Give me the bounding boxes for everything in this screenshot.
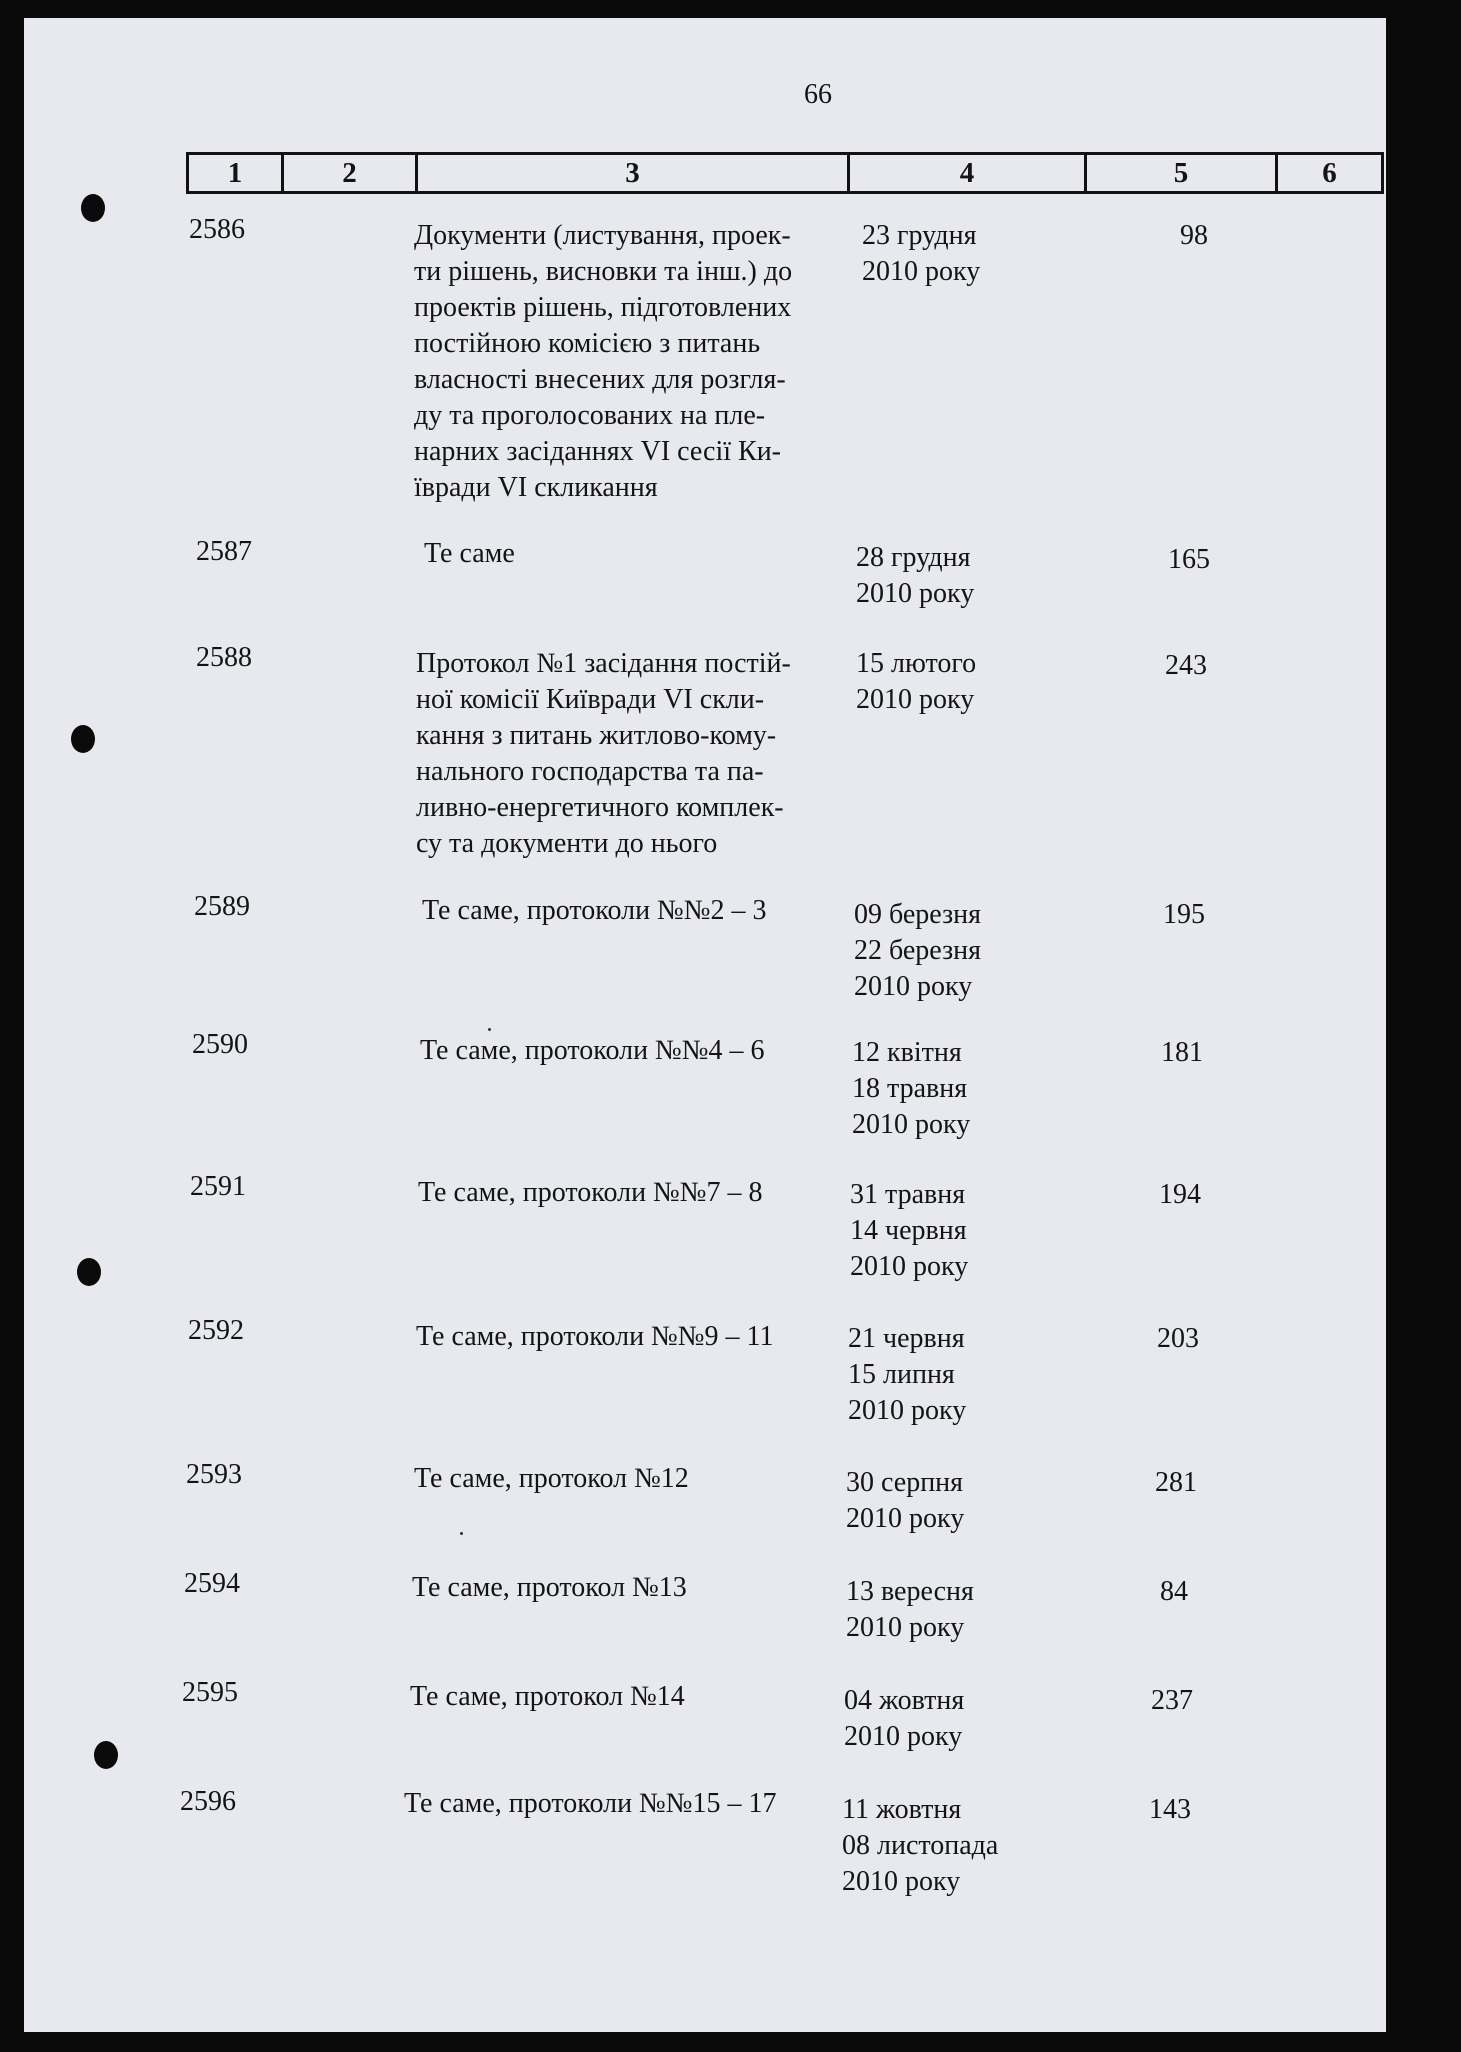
record-dates: 11 жовтня 08 листопада 2010 року	[842, 1794, 999, 1897]
record-number: 2595	[182, 1677, 238, 1708]
document-page	[24, 18, 1386, 2032]
record-dates: 28 грудня 2010 року	[856, 542, 975, 609]
record-sheet-count: 243	[1165, 650, 1207, 681]
record-sheet-count: 84	[1160, 1576, 1188, 1607]
record-title: Документи (листування, проек- ти рішень, висновки та інш.) до проектів рішень, підготовлених постійною комісією з питань власності внесених для розгля- ду та проголосованих на пле- нарних засіданнях VI сесії Ки- ївради VI скликання	[414, 220, 793, 503]
record-sheet-count: 181	[1161, 1037, 1203, 1068]
record-number: 2593	[186, 1459, 242, 1490]
record-title: Те саме, протокол №14	[410, 1681, 685, 1712]
record-number: 2586	[189, 214, 245, 245]
record-sheet-count: 194	[1159, 1179, 1201, 1210]
record-title: Те саме, протоколи №№7 – 8	[418, 1177, 763, 1208]
scan-speck	[460, 1532, 463, 1535]
record-title: Те саме	[424, 538, 515, 569]
record-dates: 31 травня 14 червня 2010 року	[850, 1179, 969, 1282]
table-header	[186, 152, 1384, 194]
record-title: Протокол №1 засідання постій- ної комісії Київради VI скли- кання з питань житлово-кому- нального господарства та па- ливно-енергетичного комплек- су та документи до нього	[416, 648, 791, 859]
record-title: Те саме, протокол №12	[414, 1463, 689, 1494]
record-sheet-count: 203	[1157, 1323, 1199, 1354]
column-header: 2	[284, 155, 418, 191]
record-dates: 04 жовтня 2010 року	[844, 1685, 965, 1752]
record-sheet-count: 281	[1155, 1467, 1197, 1498]
page-number: 66	[804, 79, 832, 110]
record-number: 2590	[192, 1029, 248, 1060]
record-sheet-count: 237	[1151, 1685, 1193, 1716]
column-header: 1	[189, 155, 284, 191]
record-dates: 13 вересня 2010 року	[846, 1576, 974, 1643]
record-number: 2589	[194, 891, 250, 922]
record-number: 2594	[184, 1568, 240, 1599]
record-sheet-count: 143	[1149, 1794, 1191, 1825]
column-header: 5	[1087, 155, 1278, 191]
record-dates: 15 лютого 2010 року	[856, 648, 977, 715]
record-number: 2592	[188, 1315, 244, 1346]
column-header: 6	[1322, 157, 1337, 189]
punch-hole	[94, 1741, 118, 1769]
column-header: 4	[850, 155, 1087, 191]
punch-hole	[71, 725, 95, 753]
record-sheet-count: 165	[1168, 544, 1210, 575]
punch-hole	[81, 194, 105, 222]
record-number: 2591	[190, 1171, 246, 1202]
record-dates: 09 березня 22 березня 2010 року	[854, 899, 981, 1002]
record-sheet-count: 98	[1180, 220, 1208, 251]
record-dates: 21 червня 15 липня 2010 року	[848, 1323, 967, 1426]
record-number: 2596	[180, 1786, 236, 1817]
record-title: Те саме, протоколи №№9 – 11	[416, 1321, 774, 1352]
record-dates: 23 грудня 2010 року	[862, 220, 981, 287]
scan-speck	[488, 1028, 491, 1031]
record-number: 2588	[196, 642, 252, 673]
punch-hole	[77, 1258, 101, 1286]
record-dates: 12 квітня 18 травня 2010 року	[852, 1037, 971, 1140]
record-sheet-count: 195	[1163, 899, 1205, 930]
record-number: 2587	[196, 536, 252, 567]
record-title: Те саме, протоколи №№4 – 6	[420, 1035, 765, 1066]
record-title: Те саме, протокол №13	[412, 1572, 687, 1603]
column-header: 3	[418, 155, 850, 191]
record-dates: 30 серпня 2010 року	[846, 1467, 965, 1534]
record-title: Те саме, протоколи №№15 – 17	[404, 1788, 777, 1819]
record-title: Те саме, протоколи №№2 – 3	[422, 895, 767, 926]
